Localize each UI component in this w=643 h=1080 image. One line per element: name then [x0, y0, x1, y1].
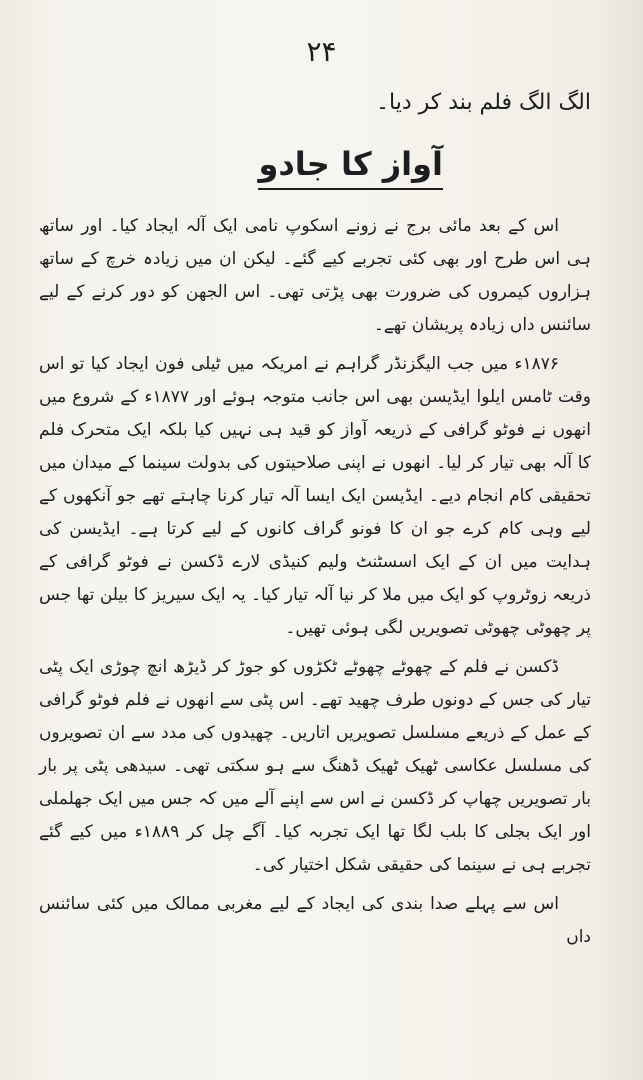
section-heading: آواز کا جادو [258, 142, 443, 190]
previous-paragraph-ending: الگ الگ فلم بند کر دیا۔ [376, 90, 591, 115]
paragraph-dickson: ڈکسن نے فلم کے چھوٹے چھوٹے ٹکڑوں کو جوڑ کر ڈیڑھ انچ چوڑی ایک پٹی تیار کی جس کے دونوں طرف چھید تھے۔ اس پٹی سے انھوں نے فلم فوٹو گرافی کے عمل کے ذریعے مسلسل تصویریں اتاریں۔ چھیدوں کی مدد سے ان تصویروں کی مسلسل عکاسی ٹھیک ٹھیک ڈھنگ سے ہو سکتی تھی۔ سیدھی پٹی پر بار بار تصویریں چھاپ کر ڈکسن نے اس سے اپنے آلے میں کہ جس میں ایک جھلملی اور ایک بجلی کا بلب لگا تھا ایک تجربہ کیا۔ آگے چل کر ۱۸۸۹ء میں کیے گئے تجربے ہی نے سینما کی حقیقی شکل اختیار کی۔ [39, 657, 591, 875]
paragraph-zoetrope: اس کے بعد مائی برج نے زونے اسکوپ نامی ایک آلہ ایجاد کیا۔ اور ساتھ ہی اس طرح اور بھی کئی تجربے کیے گئے۔ لیکن ان میں زیادہ خرچ کے ساتھ ہزاروں کیمروں کی ضرورت بھی پڑتی تھی۔ اس الجھن کو دور کرنے کے لیے سائنس داں زیادہ پریشان تھے۔ [39, 216, 591, 335]
paragraph-edison: ۱۸۷۶ء میں جب الیگزنڈر گراہم نے امریکہ میں ٹیلی فون ایجاد کیا تو اس وقت ٹامس ایلوا ایڈیسن بھی اس جانب متوجہ ہوئے اور ۱۸۷۷ء کے شروع میں انھوں نے فوٹو گرافی کے ذریعہ آواز کو قید ہی نہیں کیا بلکہ ایک متحرک فلم کا آلہ بھی تیار کر لیا۔ انھوں نے اپنی صلاحیتوں کی بدولت سینما کے میدان میں تحقیقی کام انجام دیے۔ ایڈیسن ایک ایسا آلہ تیار کرنا چاہتے تھے جو آنکھوں کے لیے وہی کام کرے جو ان کا فونو گراف کانوں کے لیے کرتا ہے۔ ایڈیسن کی ہدایت میں ان کے ایک اسسٹنٹ ولیم کنیڈی لارے ڈکسن نے فوٹو گرافی کے ذریعہ زوٹروپ کو ایک میں ملا کر نیا آلہ تیار کیا۔ یہ ایک سیریز کا بیلن تھا جس پر چھوٹی چھوٹی تصویریں لگی ہوئی تھیں۔ [39, 354, 591, 638]
paragraph-sound-recording: اس سے پہلے صدا بندی کی ایجاد کے لیے مغربی ممالک میں کئی سائنس داں [39, 894, 591, 947]
page-number: ۲۴ [306, 35, 337, 68]
body-text [39, 210, 591, 960]
